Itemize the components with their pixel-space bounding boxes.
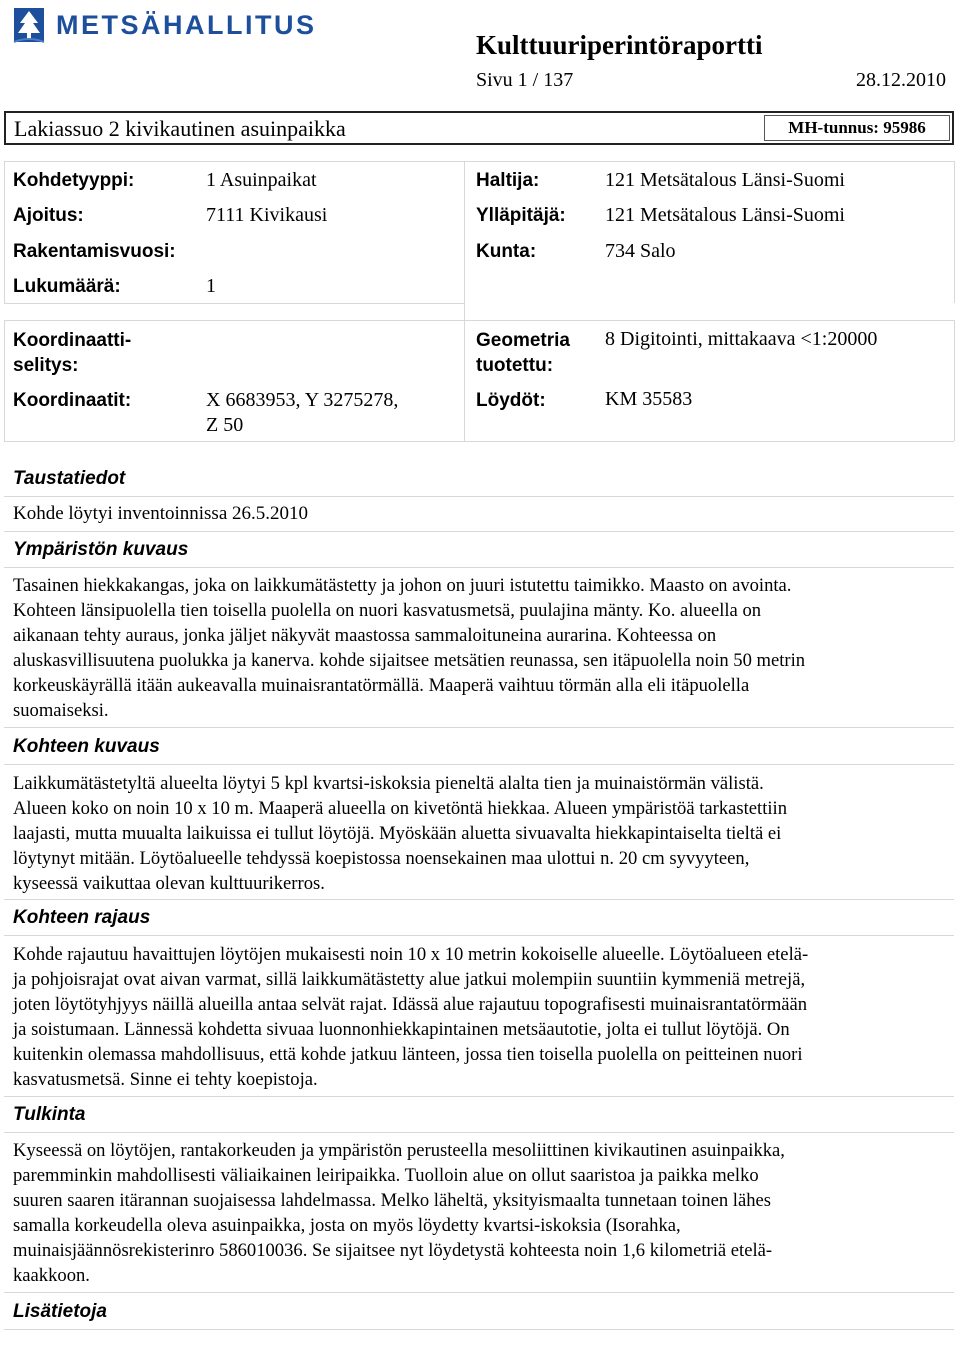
report-date: 28.12.2010 bbox=[856, 69, 946, 91]
text-line: Kyseessä on löytöjen, rantakorkeuden ja ympäristön perusteella mesoliittinen kivikautinen asuinpaikka, bbox=[13, 1140, 785, 1161]
section-title-lisatietoja: Lisätietoja bbox=[13, 1301, 107, 1322]
table-line bbox=[4, 161, 5, 303]
text-line: paremminkin mahdollisesti väliaikainen leiripaikka. Tuolloin alue on ollut saaristoa ja paikka melko bbox=[13, 1165, 759, 1187]
section-line bbox=[4, 935, 954, 936]
loydot-label: Löydöt: bbox=[476, 390, 546, 411]
table-line bbox=[4, 303, 464, 304]
section-line bbox=[4, 531, 954, 532]
section-line bbox=[4, 1132, 954, 1133]
text-line: suomaiseksi. bbox=[13, 700, 109, 722]
text-line: ja pohjoisrajat ovat aivan varmat, sillä laikkumätästetty alue jatkui molempiin suuntiin kymmeniä metrejä, bbox=[13, 969, 806, 991]
koordinaattiselitys-label: Koordinaatti- selitys: bbox=[13, 330, 132, 376]
table-line bbox=[954, 320, 955, 441]
text-line: joten löytötyhjyys näillä alueilla antaa selvät rajat. Idässä alue rajautuu topografisesti muinaisrantatörmään bbox=[13, 994, 808, 1016]
geometria-label: Geometria tuotettu: bbox=[476, 330, 570, 376]
text-line: aluskasvillisuutena puolukka ja kanerva. kohde sijaitsee metsätien reunassa, sen itäpuolella noin 50 metrin bbox=[13, 650, 806, 672]
text-line: kuitenkin olemassa mahdollisuus, että kohde jatkuu länteen, jossa tien toisella puolella on peitteinen nuori bbox=[13, 1044, 803, 1066]
haltija-label: Haltija: bbox=[476, 170, 540, 191]
section-line bbox=[4, 899, 954, 900]
table-line bbox=[4, 320, 954, 321]
section-line bbox=[4, 1329, 954, 1330]
text-line: löytynyt mitään. Löytöalueelle tehdyssä koepistossa noensekainen maa ulottui n. 20 cm syvyyteen, bbox=[13, 848, 750, 870]
kohdetyyppi-label: Kohdetyyppi: bbox=[13, 170, 135, 191]
metsahallitus-logo bbox=[12, 4, 332, 48]
rajaus-text bbox=[13, 942, 945, 1093]
section-line bbox=[4, 1096, 954, 1097]
kunta-label: Kunta: bbox=[476, 241, 537, 262]
tulkinta-text bbox=[13, 1138, 945, 1289]
yllapitaja-label: Ylläpitäjä: bbox=[476, 205, 566, 226]
text-line: korkeuskäyrällä itään aukeavalla muinaisrantatörmällä. Maaperä vaihtuu törmän alla eli itäpuolella bbox=[13, 675, 750, 697]
text-line: aikanaan tehty auraus, jonka jäljet näkyvät maastossa sammaloituneina aurarina. Kohteessa on bbox=[13, 625, 717, 647]
text-line: muinaisjäännösrekisterinro 586010036. Se sijaitsee nyt löydetystä kohteesta noin 1,6 kilometriä etelä- bbox=[13, 1240, 773, 1262]
section-title-ymparisto: Ympäristön kuvaus bbox=[13, 539, 189, 560]
haltija-value: 121 Metsätalous Länsi-Suomi bbox=[605, 169, 845, 191]
text-line: kaakkoon. bbox=[13, 1265, 90, 1287]
text-line: kasvatusmetsä. Sinne ei tehty koepistoja. bbox=[13, 1069, 318, 1091]
section-title-rajaus: Kohteen rajaus bbox=[13, 907, 151, 928]
text-line: suuren saaren itärannan suojaisessa lahdelmassa. Melko läheltä, yksityismaalta tunnetaan toinen lähes bbox=[13, 1190, 771, 1212]
text-line: Laikkumätästetyltä alueelta löytyi 5 kpl kvartsi-iskoksia pieneltä alalta tien ja muinaistörmän välistä. bbox=[13, 773, 764, 794]
kohdetyyppi-value: 1 Asuinpaikat bbox=[206, 169, 317, 191]
page-number: Sivu 1 / 137 bbox=[476, 69, 574, 91]
ajoitus-label: Ajoitus: bbox=[13, 205, 84, 226]
section-line bbox=[4, 764, 954, 765]
section-line bbox=[4, 567, 954, 568]
site-name: Lakiassuo 2 kivikautinen asuinpaikka bbox=[14, 116, 346, 141]
table-line bbox=[4, 441, 954, 442]
koordinaatit-label: Koordinaatit: bbox=[13, 390, 132, 411]
report-title: Kulttuuriperintöraportti bbox=[476, 30, 763, 60]
lukumaara-label: Lukumäärä: bbox=[13, 276, 121, 297]
taustatiedot-text: Kohde löytyi inventoinnissa 26.5.2010 bbox=[13, 503, 309, 524]
kunta-value: 734 Salo bbox=[605, 240, 676, 262]
text-line: Tasainen hiekkakangas, joka on laikkumätästetty ja johon on juuri istutettu taimikko. Maasto on avointa. bbox=[13, 575, 792, 596]
loydot-value: KM 35583 bbox=[605, 388, 693, 410]
table-line bbox=[954, 161, 955, 303]
section-line bbox=[4, 1292, 954, 1293]
table-line bbox=[4, 161, 954, 162]
text-line: Kohteen länsipuolella tien toisella puolella on nuori kasvatusmetsä, puulajina mänty. Ko. alueella on bbox=[13, 600, 762, 622]
ymparisto-text bbox=[13, 573, 945, 724]
logo-text: METSÄHALLITUS bbox=[56, 10, 317, 40]
kohteen-kuvaus-text bbox=[13, 771, 945, 896]
rakentamisvuosi-label: Rakentamisvuosi: bbox=[13, 241, 176, 262]
section-title-tulkinta: Tulkinta bbox=[13, 1104, 86, 1125]
geometria-value: 8 Digitointi, mittakaava <1:20000 bbox=[605, 328, 878, 350]
section-title-kohteen-kuvaus: Kohteen kuvaus bbox=[13, 736, 160, 757]
table-line bbox=[4, 320, 5, 441]
section-line bbox=[4, 496, 954, 497]
tree-logo-icon bbox=[12, 6, 52, 46]
text-line: Alueen koko on noin 10 x 10 m. Maaperä alueella on kivetöntä hiekkaa. Alueen ympäristöä tarkastettiin bbox=[13, 798, 788, 820]
text-line: laajasti, mutta muualta laikuissa ei tullut löytöjä. Myöskään aluetta sivuavalta hiekkapintaiselta tieltä ei bbox=[13, 823, 782, 845]
section-title-taustatiedot: Taustatiedot bbox=[13, 468, 126, 489]
text-line: kyseessä vaikuttaa olevan kulttuurikerros. bbox=[13, 873, 325, 895]
lukumaara-value: 1 bbox=[206, 275, 216, 297]
koordinaatit-value: X 6683953, Y 3275278, Z 50 bbox=[206, 389, 399, 436]
yllapitaja-value: 121 Metsätalous Länsi-Suomi bbox=[605, 204, 845, 226]
mh-id-box: MH-tunnus: 95986 bbox=[764, 115, 950, 141]
ajoitus-value: 7111 Kivikausi bbox=[206, 204, 328, 226]
text-line: Kohde rajautuu havaittujen löytöjen mukaisesti noin 10 x 10 metrin kokoiselle alueelle. Löytöalueen etelä- bbox=[13, 944, 809, 965]
text-line: samalla korkeudella oleva asuinpaikka, josta on myös löydetty kvartsi-iskoksia (Isorahka, bbox=[13, 1215, 681, 1237]
text-line: ja soistumaan. Lännessä kohdetta sivuaa luonnonhiekkapintainen metsäautotie, jolta ei tullut löytöjä. On bbox=[13, 1019, 790, 1041]
table-line bbox=[464, 161, 465, 441]
section-line bbox=[4, 727, 954, 728]
site-title-bar bbox=[4, 111, 954, 145]
